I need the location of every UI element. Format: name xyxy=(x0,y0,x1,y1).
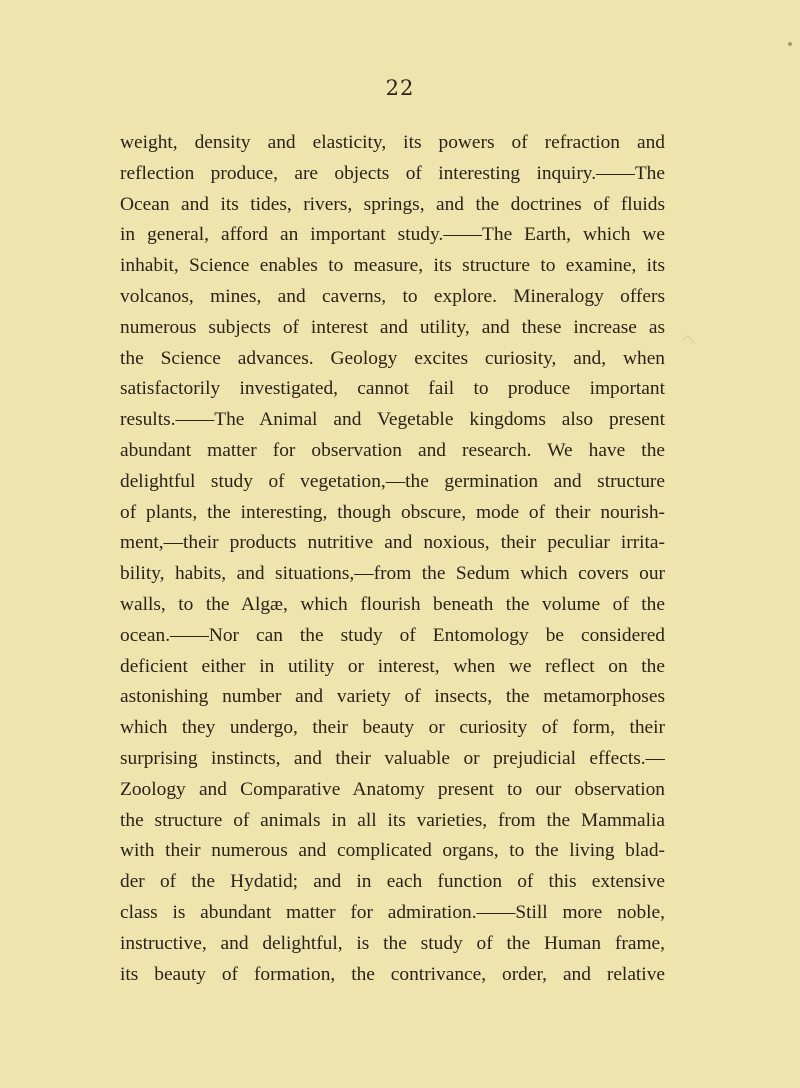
text-line: instructive, and delightful, is the study of the Human frame, xyxy=(120,932,665,954)
text-line: der of the Hydatid; and in each function of this extensive xyxy=(120,871,665,893)
text-line: inhabit, Science enables to measure, its structure to examine, its xyxy=(120,255,665,277)
text-line: ocean.——Nor can the study of Entomology be considered xyxy=(120,624,665,646)
text-line: ment,—their products nutritive and noxious, their peculiar irrita- xyxy=(120,532,665,554)
text-line: deficient either in utility or interest, when we reflect on the xyxy=(120,655,665,677)
text-line: astonishing number and variety of insects, the metamorphoses xyxy=(120,686,665,708)
text-line: results.——The Animal and Vegetable kingdoms also present xyxy=(120,409,665,431)
text-line: the Science advances. Geology excites curiosity, and, when xyxy=(120,347,665,369)
edge-speck xyxy=(788,42,792,46)
text-line: walls, to the Algæ, which flourish beneath the volume of the xyxy=(120,593,665,615)
text-line: with their numerous and complicated organs, to the living blad- xyxy=(120,840,665,862)
text-line: the structure of animals in all its varieties, from the Mammalia xyxy=(120,809,665,831)
text-line: abundant matter for observation and research. We have the xyxy=(120,439,665,461)
text-line: reflection produce, are objects of interesting inquiry.——The xyxy=(120,162,665,184)
paper-crease-mark xyxy=(682,335,695,348)
page-number: 22 xyxy=(385,76,415,100)
text-line: of plants, the interesting, though obscure, mode of their nourish- xyxy=(120,501,665,523)
text-line: which they undergo, their beauty or curiosity of form, their xyxy=(120,717,665,739)
text-line: volcanos, mines, and caverns, to explore. Mineralogy offers xyxy=(120,285,665,307)
text-line: satisfactorily investigated, cannot fail to produce important xyxy=(120,378,665,400)
text-line: numerous subjects of interest and utility, and these increase as xyxy=(120,316,665,338)
text-line: Ocean and its tides, rivers, springs, and the doctrines of fluids xyxy=(120,193,665,215)
text-line: its beauty of formation, the contrivance, order, and relative xyxy=(120,963,665,985)
body-text xyxy=(120,128,665,990)
text-line: surprising instincts, and their valuable or prejudicial effects.— xyxy=(120,747,665,769)
text-line: in general, afford an important study.——The Earth, which we xyxy=(120,224,665,246)
text-line: bility, habits, and situations,—from the Sedum which covers our xyxy=(120,563,665,585)
text-line: Zoology and Comparative Anatomy present to our observation xyxy=(120,778,665,800)
text-line: class is abundant matter for admiration.——Still more noble, xyxy=(120,901,665,923)
text-line: weight, density and elasticity, its powers of refraction and xyxy=(120,132,665,153)
text-line: delightful study of vegetation,—the germination and structure xyxy=(120,470,665,492)
